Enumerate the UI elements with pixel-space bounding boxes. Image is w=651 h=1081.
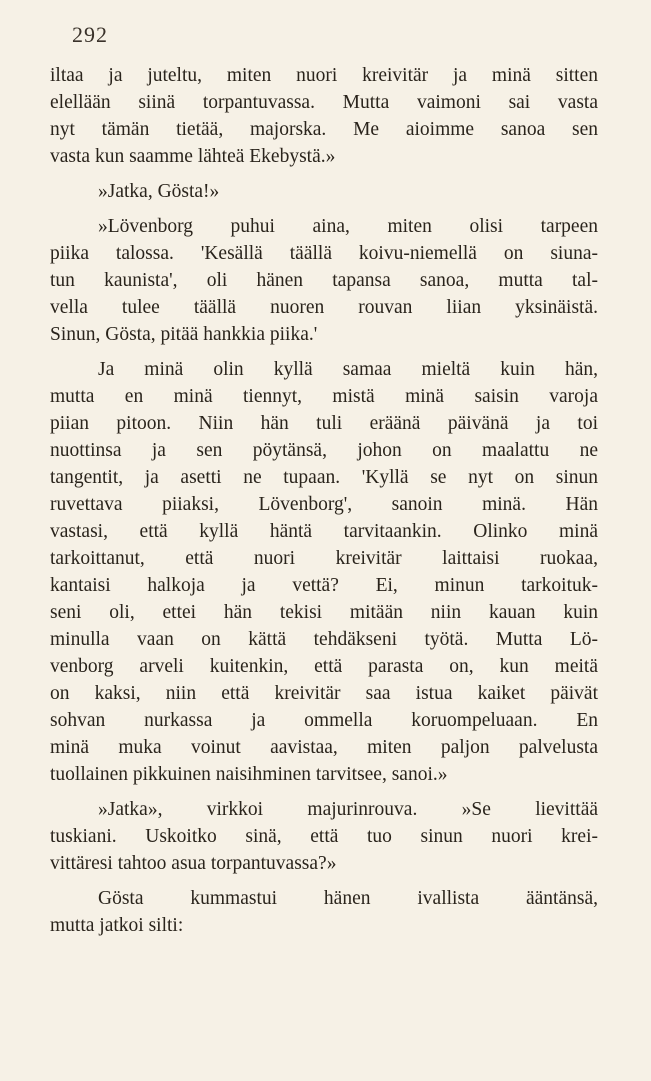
text-line-content: Gösta kummastui hänen ivallista ääntänsä, (98, 888, 598, 909)
text-line: vella tulee täällä nuoren rouvan liian yksinäistä. (50, 297, 598, 318)
text-line: mutta jatkoi silti: (50, 915, 184, 936)
text-line: tun kaunista', oli hänen tapansa sanoa, mutta tal- (50, 270, 598, 291)
text-line: vasta kun saamme lähteä Ekebystä.» (50, 146, 336, 167)
text-line: kantaisi halkoja ja vettä? Ei, minun tarkoituk- (50, 575, 598, 596)
text-line: ruvettava piiaksi, Lövenborg', sanoin minä. Hän (50, 494, 598, 515)
text-line: sohvan nurkassa ja ommella koruompeluaan. En (50, 710, 598, 731)
text-line: vastasi, että kyllä häntä tarvitaankin. Olinko minä (50, 521, 598, 542)
paragraph (50, 796, 598, 877)
paragraph (50, 62, 598, 170)
text-line: piian pitoon. Niin hän tuli eräänä päivänä ja toi (50, 413, 598, 434)
text-line: seni oli, ettei hän tekisi mitään niin kauan kuin (50, 602, 598, 623)
text-line (50, 885, 598, 912)
text-line: tangentit, ja asetti ne tupaan. 'Kyllä se nyt on sinun (50, 467, 598, 488)
text-line-content: »Lövenborg puhui aina, miten olisi tarpeen (98, 216, 598, 237)
text-line (50, 213, 598, 240)
paragraph (50, 885, 598, 939)
body-text (50, 62, 598, 939)
text-line: tuskiani. Uskoitko sinä, että tuo sinun nuori krei- (50, 826, 598, 847)
page-number: 292 (72, 22, 108, 47)
text-line: nyt tämän tietää, majorska. Me aioimme sanoa sen (50, 119, 598, 140)
text-line: piika talossa. 'Kesällä täällä koivu-niemellä on siuna- (50, 243, 598, 264)
text-line: on kaksi, niin että kreivitär saa istua kaiket päivät (50, 683, 598, 704)
text-line-content: Ja minä olin kyllä samaa mieltä kuin hän, (98, 359, 598, 380)
text-line: minulla vaan on kättä tehdäkseni työtä. Mutta Lö- (50, 629, 598, 650)
text-line: vittäresi tahtoo asua torpantuvassa?» (50, 853, 337, 874)
paragraph (50, 356, 598, 788)
text-line-content: »Jatka, Gösta!» (98, 181, 220, 202)
text-line: minä muka voinut aavistaa, miten paljon palvelusta (50, 737, 598, 758)
text-line: tarkoittanut, että nuori kreivitär laittaisi ruokaa, (50, 548, 598, 569)
text-line: nuottinsa ja sen pöytänsä, johon on maalattu ne (50, 440, 598, 461)
text-line: mutta en minä tiennyt, mistä minä saisin varoja (50, 386, 598, 407)
text-line (50, 796, 598, 823)
paragraph (50, 178, 598, 205)
text-line: iltaa ja juteltu, miten nuori kreivitär ja minä sitten (50, 65, 598, 86)
text-line: tuollainen pikkuinen naisihminen tarvitsee, sanoi.» (50, 764, 448, 785)
text-line: venborg arveli kuitenkin, että parasta on, kun meitä (50, 656, 598, 677)
text-line (50, 178, 598, 205)
text-line: elellään siinä torpantuvassa. Mutta vaimoni sai vasta (50, 92, 598, 113)
paragraph (50, 213, 598, 348)
text-line (50, 356, 598, 383)
text-line-content: »Jatka», virkkoi majurinrouva. »Se lievittää (98, 799, 598, 820)
text-line: Sinun, Gösta, pitää hankkia piika.' (50, 324, 318, 345)
